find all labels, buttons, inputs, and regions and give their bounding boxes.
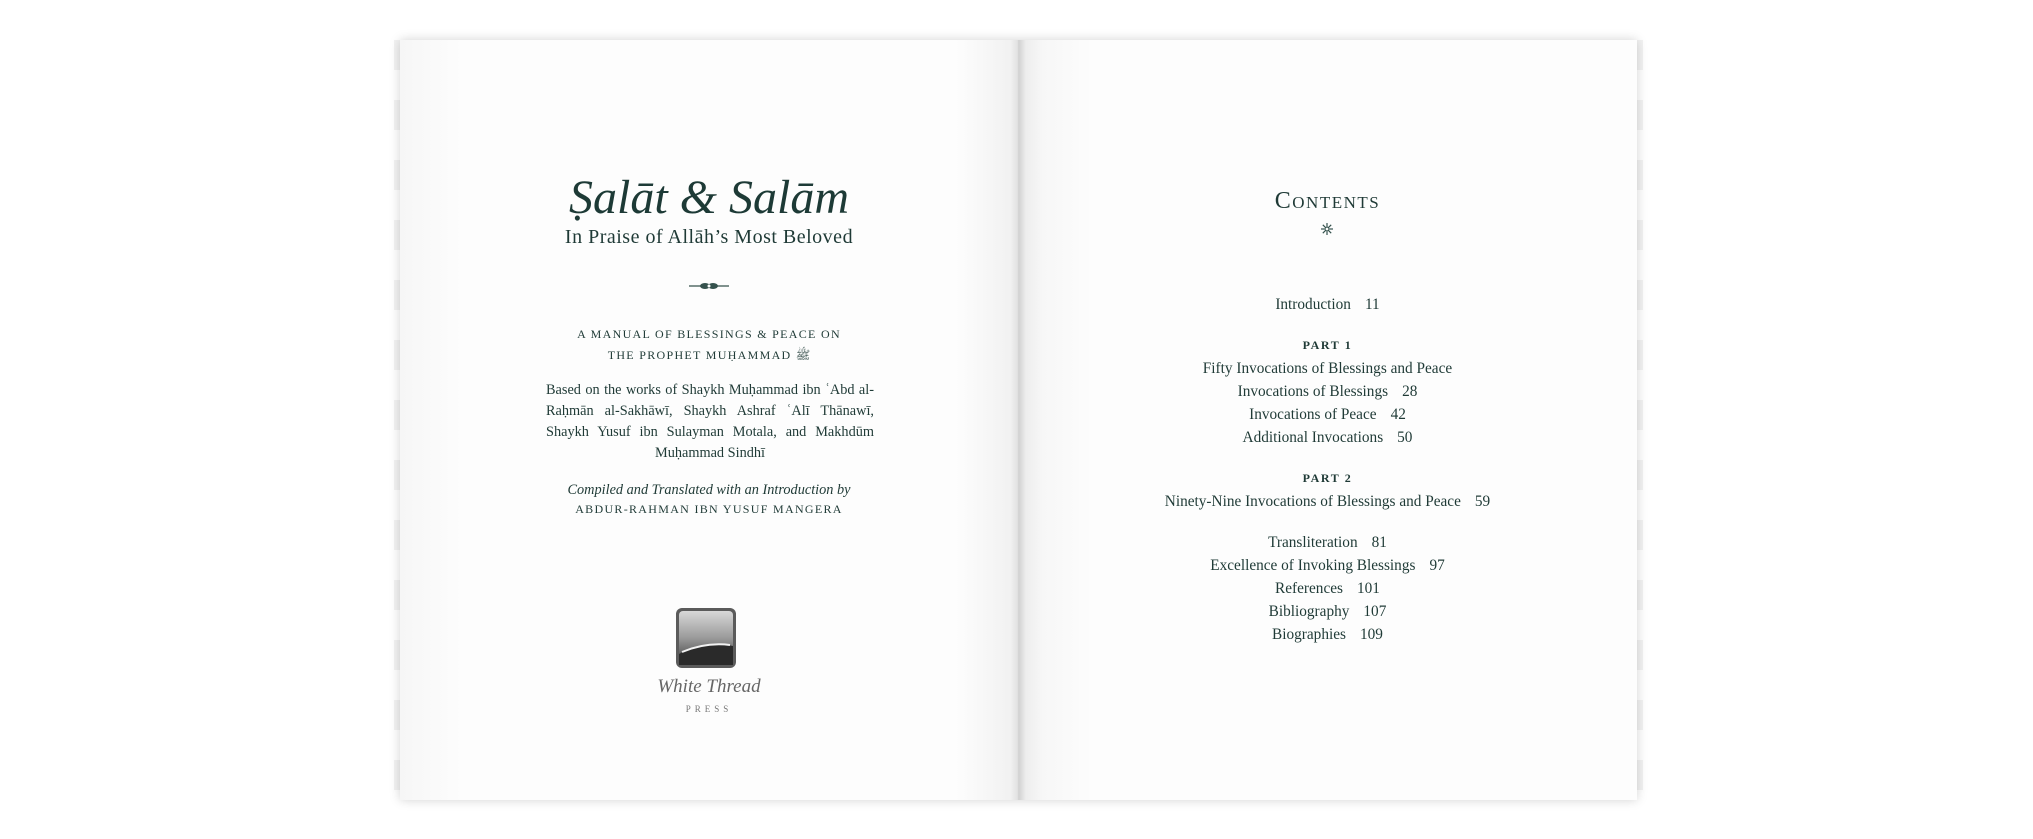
table-of-contents: [1018, 293, 1637, 646]
manual-line-1: A MANUAL OF BLESSINGS & PEACE ON: [577, 327, 841, 341]
manual-line-2: THE PROPHET MUḤAMMAD ﷺ: [607, 348, 811, 362]
compiled-by: Compiled and Translated with an Introduction by: [567, 482, 851, 498]
contents-heading: Contents: [1274, 188, 1381, 214]
toc-page-number: 101: [1357, 580, 1380, 597]
toc-part-heading: PART 2: [1302, 471, 1353, 485]
publisher-logo-icon: [674, 606, 738, 670]
book-subtitle: In Praise of Allāh’s Most Beloved: [564, 226, 854, 248]
author-name: ABDUR-RAHMAN IBN YUSUF MANGERA: [575, 502, 843, 516]
publisher-name: White Thread: [657, 676, 761, 697]
toc-page-number: 107: [1363, 603, 1387, 620]
toc-page-number: 11: [1364, 296, 1380, 313]
toc-page-number: 97: [1429, 557, 1445, 574]
toc-entry: Transliteration 81: [1018, 531, 1637, 554]
publisher-press: PRESS: [685, 704, 733, 714]
toc-page-number: 28: [1402, 383, 1418, 400]
toc-entry: Invocations of Blessings 28: [1018, 380, 1637, 403]
asterisk-ornament-icon: [1320, 222, 1334, 236]
manual-description: [400, 324, 1018, 366]
toc-entry: Ninety-Nine Invocations of Blessings and Peace 59: [1018, 490, 1637, 513]
toc-page-number: 59: [1474, 493, 1491, 510]
toc-entry: Biographies 109: [1018, 623, 1637, 646]
toc-entry: Bibliography 107: [1018, 600, 1637, 623]
toc-page-number: 50: [1397, 429, 1413, 446]
title-page: [400, 40, 1018, 800]
contents-page: [1018, 40, 1637, 800]
book-spread: [400, 40, 1637, 800]
ornament-icon: [687, 280, 731, 292]
book-title: Ṣalāt & Salām: [568, 171, 849, 224]
toc-entry: Additional Invocations 50: [1018, 426, 1637, 449]
based-on-text: Based on the works of Shaykh Muḥammad ibn ʿAbd al-Raḥmān al-Sakhāwī, Shaykh Ashraf ʿAlī Thānawī, Shaykh Yusuf ibn Sulayman Motala, and Makhdūm Muḥammad Sindhī: [546, 382, 874, 461]
toc-entry: Invocations of Peace 42: [1018, 403, 1637, 426]
page-edge-right: [1637, 40, 1643, 800]
toc-entry: Fifty Invocations of Blessings and Peace: [1202, 360, 1453, 377]
toc-page-number: 81: [1371, 534, 1387, 551]
toc-page-number: 109: [1359, 626, 1383, 643]
toc-entry: Excellence of Invoking Blessings 97: [1018, 554, 1637, 577]
toc-page-number: 42: [1390, 406, 1406, 423]
toc-part-heading: PART 1: [1302, 338, 1353, 352]
toc-entry: References 101: [1018, 577, 1637, 600]
book-gutter: [1010, 40, 1026, 800]
toc-entry: Introduction 11: [1018, 293, 1637, 316]
